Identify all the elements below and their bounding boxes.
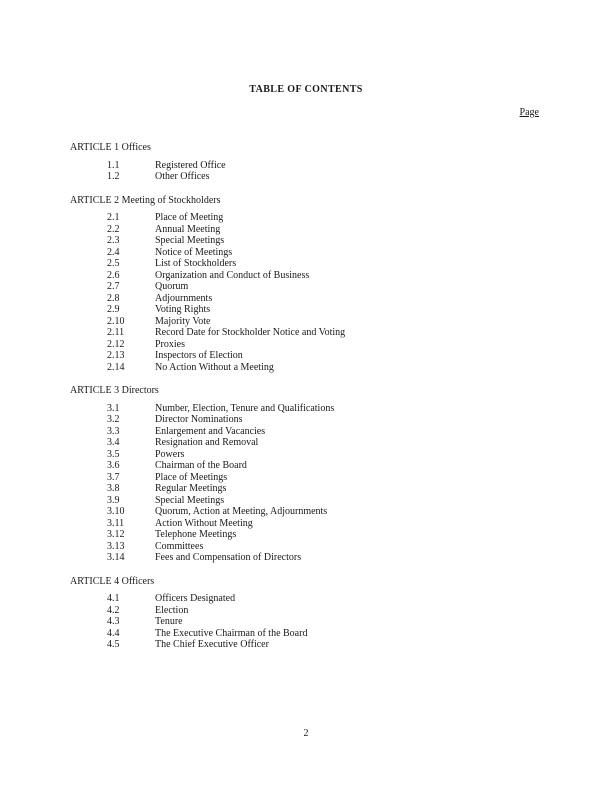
toc-item xyxy=(107,616,540,628)
toc-item-title: Telephone Meetings xyxy=(155,529,237,540)
toc-item xyxy=(107,437,540,449)
toc-item-title: Action Without Meeting xyxy=(155,517,253,529)
toc-section xyxy=(70,385,540,564)
toc-item-number: 4.1 xyxy=(107,593,120,604)
toc-item-title: List of Stockholders xyxy=(155,258,237,269)
article-heading: ARTICLE 2 Meeting of Stockholders xyxy=(70,194,221,206)
toc-item-title: Adjournments xyxy=(155,292,213,304)
toc-item xyxy=(107,449,540,461)
toc-item-number: 3.3 xyxy=(107,425,120,437)
toc-item xyxy=(107,518,540,530)
toc-item-title: Registered Office xyxy=(155,159,226,171)
toc-item xyxy=(107,270,540,282)
toc-item xyxy=(107,224,540,236)
toc-item-number: 3.1 xyxy=(107,402,120,414)
page-column-label: Page xyxy=(519,107,539,118)
toc-item-number: 3.7 xyxy=(107,471,120,483)
toc-item xyxy=(107,605,540,617)
toc-item xyxy=(107,362,540,374)
toc-item-number: 4.4 xyxy=(107,627,120,639)
toc-item-number: 3.13 xyxy=(107,540,125,552)
toc-item xyxy=(107,552,540,564)
toc-item-number: 3.11 xyxy=(107,517,125,529)
toc-item-number: 1.2 xyxy=(107,171,120,182)
toc-item-number: 2.11 xyxy=(107,327,125,338)
toc-item-number: 2.10 xyxy=(107,315,125,327)
toc-item-number: 2.4 xyxy=(107,246,120,258)
toc-item-list xyxy=(70,593,540,651)
toc-item-list xyxy=(70,212,540,373)
toc-item-number: 2.7 xyxy=(107,281,120,292)
toc-item-title: Annual Meeting xyxy=(155,223,221,235)
toc-item-title: Voting Rights xyxy=(155,304,211,315)
footer-page-number: 2 xyxy=(303,728,309,739)
toc-section xyxy=(70,142,540,183)
toc-item-title: Fees and Compensation of Directors xyxy=(155,552,302,563)
article-heading: ARTICLE 1 Offices xyxy=(70,142,151,153)
toc-item-title: The Executive Chairman of the Board xyxy=(155,627,308,639)
toc-item xyxy=(107,304,540,316)
toc-item-title: Regular Meetings xyxy=(155,483,227,494)
toc-item-title: Quorum, Action at Meeting, Adjournments xyxy=(155,506,328,517)
toc-item-number: 3.12 xyxy=(107,529,125,540)
toc-item xyxy=(107,460,540,472)
article-heading: ARTICLE 4 Officers xyxy=(70,575,155,587)
toc-item xyxy=(107,593,540,605)
toc-item xyxy=(107,414,540,426)
toc-item-number: 1.1 xyxy=(107,159,120,171)
toc-section xyxy=(70,195,540,374)
toc-item-title: Place of Meeting xyxy=(155,212,224,223)
toc-item-title: Election xyxy=(155,604,189,616)
toc-item-number: 2.6 xyxy=(107,269,120,281)
toc-item-number: 3.8 xyxy=(107,483,120,494)
toc-item-number: 3.14 xyxy=(107,552,125,563)
toc-item xyxy=(107,350,540,362)
toc-item xyxy=(107,235,540,247)
toc-item-title: Resignation and Removal xyxy=(155,437,259,448)
toc-item-number: 2.13 xyxy=(107,350,125,361)
toc-item xyxy=(107,247,540,259)
toc-item-list xyxy=(70,403,540,564)
toc-item xyxy=(107,258,540,270)
toc-item-number: 2.14 xyxy=(107,361,125,373)
toc-item-title: No Action Without a Meeting xyxy=(155,361,274,373)
toc-item-title: Special Meetings xyxy=(155,494,225,506)
toc-item-number: 3.6 xyxy=(107,460,120,471)
toc-item-title: Chairman of the Board xyxy=(155,460,247,471)
toc-item xyxy=(107,171,540,183)
toc-item-title: Powers xyxy=(155,448,185,460)
toc-section xyxy=(70,576,540,651)
toc-item xyxy=(107,212,540,224)
toc-item xyxy=(107,403,540,415)
toc-item-title: Majority Vote xyxy=(155,315,211,327)
toc-item-number: 3.5 xyxy=(107,448,120,460)
toc-item-number: 3.2 xyxy=(107,414,120,425)
toc-item xyxy=(107,160,540,172)
toc-item-number: 4.5 xyxy=(107,639,120,650)
toc-item xyxy=(107,506,540,518)
toc-item-number: 3.4 xyxy=(107,437,120,448)
toc-item-number: 3.10 xyxy=(107,506,125,517)
toc-item xyxy=(107,339,540,351)
toc-item xyxy=(107,495,540,507)
toc-item-title: The Chief Executive Officer xyxy=(155,639,269,650)
toc-item xyxy=(107,327,540,339)
toc-item-list xyxy=(70,160,540,183)
toc-item-title: Director Nominations xyxy=(155,414,243,425)
toc-item xyxy=(107,316,540,328)
toc-item-title: Other Offices xyxy=(155,171,210,182)
toc-item-title: Organization and Conduct of Business xyxy=(155,269,310,281)
toc-item xyxy=(107,628,540,640)
toc-item xyxy=(107,281,540,293)
toc-item xyxy=(107,639,540,651)
toc-item-title: Inspectors of Election xyxy=(155,350,243,361)
toc-item xyxy=(107,483,540,495)
page-column-label-row xyxy=(0,107,612,119)
toc-item xyxy=(107,529,540,541)
toc-item-number: 2.2 xyxy=(107,223,120,235)
toc-item-title: Notice of Meetings xyxy=(155,246,233,258)
toc-item-number: 3.9 xyxy=(107,494,120,506)
toc-item-number: 2.5 xyxy=(107,258,120,269)
toc-item xyxy=(107,541,540,553)
article-heading: ARTICLE 3 Directors xyxy=(70,385,159,396)
toc-item-title: Special Meetings xyxy=(155,235,225,246)
toc-item-title: Record Date for Stockholder Notice and Voting xyxy=(155,327,346,338)
toc-item-title: Enlargement and Vacancies xyxy=(155,425,266,437)
toc-item xyxy=(107,426,540,438)
toc-item-title: Proxies xyxy=(155,338,185,350)
toc-item xyxy=(107,472,540,484)
toc-item-number: 2.12 xyxy=(107,338,125,350)
toc-item-title: Quorum xyxy=(155,281,189,292)
toc-item-title: Tenure xyxy=(155,616,183,627)
toc-item-number: 2.8 xyxy=(107,292,120,304)
toc-item-title: Place of Meetings xyxy=(155,471,228,483)
toc-item-number: 4.2 xyxy=(107,604,120,616)
toc-item-title: Committees xyxy=(155,540,204,552)
toc-item-number: 2.1 xyxy=(107,212,120,223)
toc-item-number: 2.9 xyxy=(107,304,120,315)
toc-item-title: Number, Election, Tenure and Qualifications xyxy=(155,402,335,414)
table-of-contents xyxy=(0,142,612,651)
toc-item-title: Officers Designated xyxy=(155,593,236,604)
toc-item-number: 4.3 xyxy=(107,616,120,627)
toc-item xyxy=(107,293,540,305)
document-title: TABLE OF CONTENTS xyxy=(249,84,363,95)
toc-item-number: 2.3 xyxy=(107,235,120,246)
